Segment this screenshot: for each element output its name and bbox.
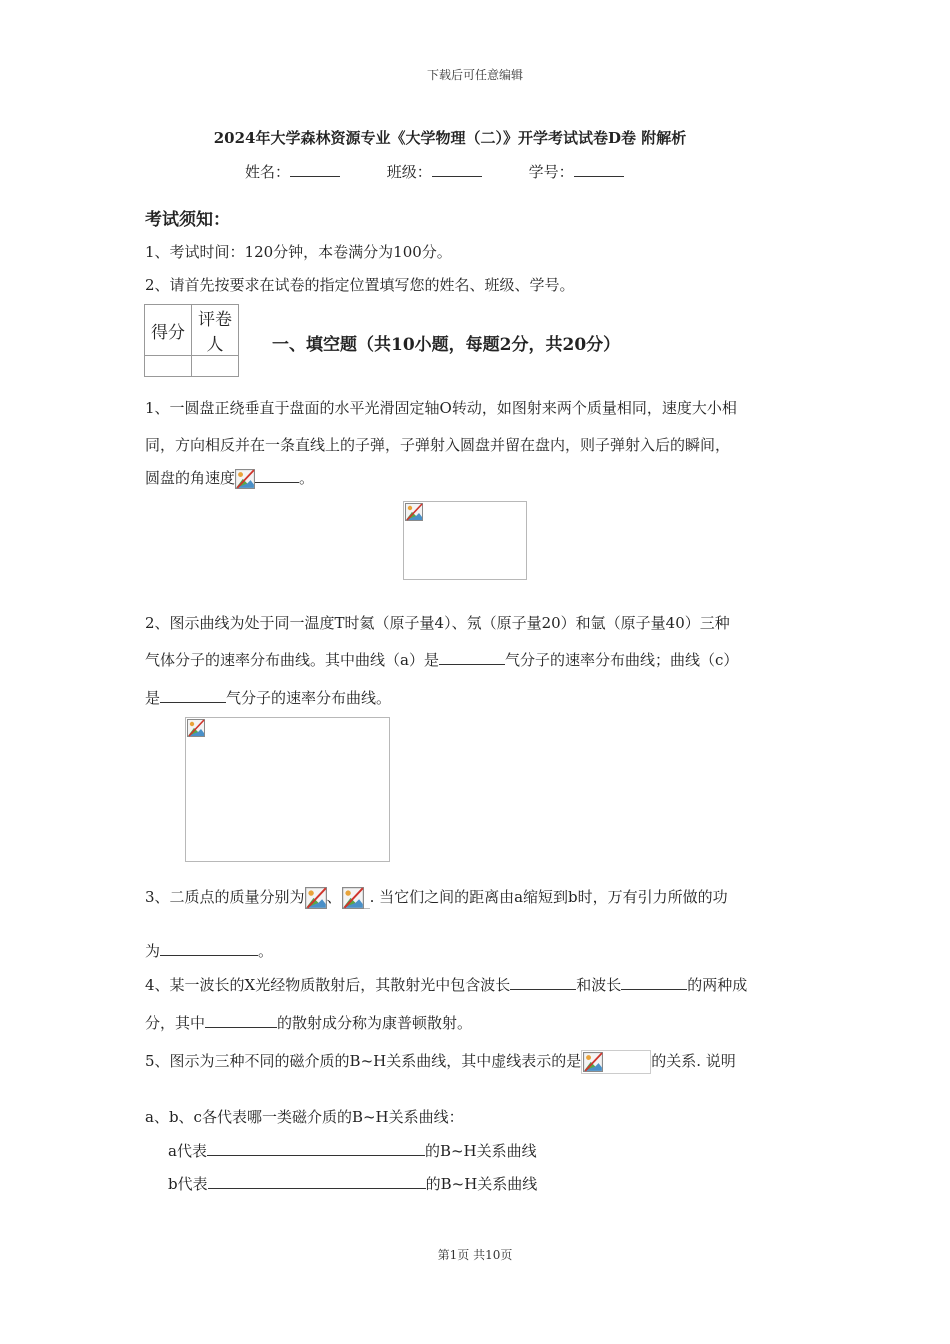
- grader-header: 评卷人: [192, 305, 239, 356]
- q1-figure: [403, 501, 527, 580]
- q4-line: [145, 974, 747, 995]
- student-info-row: [245, 161, 666, 182]
- score-table: [144, 304, 239, 377]
- q3-text: 、: [326, 888, 342, 906]
- q4-text: 分，其中: [145, 1014, 206, 1032]
- q3-text: 。: [258, 942, 274, 960]
- broken-image-icon: [305, 887, 327, 909]
- q4-text: 的散射成分称为康普顿散射。: [277, 1014, 473, 1032]
- q2-blank-c[interactable]: [160, 688, 226, 703]
- q3-text: 3、二质点的质量分别为: [145, 888, 305, 906]
- q4-text: 和波长: [576, 976, 622, 994]
- score-header: 得分: [145, 305, 192, 356]
- q5-text: a代表: [168, 1142, 207, 1160]
- q2-text: 气分子的速率分布曲线。: [226, 689, 392, 707]
- broken-image-icon: [583, 1052, 603, 1072]
- class-blank[interactable]: [432, 162, 482, 177]
- broken-image-icon: [187, 719, 205, 737]
- q5-blank-b[interactable]: [208, 1174, 426, 1189]
- q5-formula-image: [581, 1050, 651, 1074]
- q4-blank-1[interactable]: [510, 975, 576, 990]
- q5-text: 的B~H关系曲线: [425, 1175, 538, 1193]
- q1-line: [145, 467, 314, 489]
- class-label: 班级：: [386, 163, 432, 181]
- q3-blank[interactable]: [160, 941, 258, 956]
- q4-text: 的两种成: [687, 976, 748, 994]
- broken-image-icon: [235, 469, 255, 489]
- q2-line: [145, 649, 738, 670]
- q5-text: 的B~H关系曲线: [424, 1142, 537, 1160]
- q2-line: [145, 687, 391, 708]
- q1-blank[interactable]: [255, 468, 299, 483]
- notice-item: 1、考试时间：120分钟，本卷满分为100分。: [145, 243, 452, 261]
- broken-image-icon: [342, 887, 370, 909]
- id-label: 学号：: [528, 163, 574, 181]
- q5-line: [145, 1050, 736, 1074]
- q4-line: [145, 1012, 472, 1033]
- q4-text: 4、某一波长的X光经物质散射后，其散射光中包含波长: [145, 976, 511, 994]
- notice-title: 考试须知：: [145, 210, 230, 230]
- q2-blank-a[interactable]: [439, 650, 505, 665]
- id-blank[interactable]: [574, 162, 624, 177]
- notice-item: 2、请首先按要求在试卷的指定位置填写您的姓名、班级、学号。: [145, 276, 575, 294]
- name-label: 姓名：: [245, 163, 291, 181]
- q1-line: 同，方向相反并在一条直线上的子弹，子弹射入圆盘并留在盘内，则子弹射入后的瞬间，: [145, 436, 731, 454]
- q1-text: 圆盘的角速度: [145, 469, 236, 487]
- score-cell[interactable]: [145, 356, 192, 377]
- page-footer: 第1页 共10页: [437, 1248, 513, 1262]
- name-blank[interactable]: [290, 162, 340, 177]
- q3-text: . 当它们之间的距离由a缩短到b时，万有引力所做的功: [369, 888, 728, 906]
- q4-blank-3[interactable]: [205, 1013, 277, 1028]
- q2-text: 气分子的速率分布曲线；曲线（c）: [504, 651, 739, 669]
- q5-line: a、b、c各代表哪一类磁介质的B~H关系曲线：: [145, 1108, 464, 1126]
- broken-image-icon: [405, 503, 423, 521]
- q5-line: [168, 1173, 537, 1194]
- q5-line: [168, 1140, 537, 1161]
- q5-text: b代表: [168, 1175, 208, 1193]
- q3-text: 为: [145, 942, 161, 960]
- q2-figure: [185, 717, 390, 862]
- q3-line: [145, 940, 273, 961]
- q2-text: 气体分子的速率分布曲线。其中曲线（a）是: [145, 651, 439, 669]
- q2-line: 2、图示曲线为处于同一温度T时氦（原子量4）、氖（原子量20）和氩（原子量40）三种: [145, 614, 730, 632]
- q5-text: 的关系. 说明: [651, 1052, 736, 1070]
- header-note: 下载后可任意编辑: [426, 68, 523, 82]
- q5-blank-a[interactable]: [207, 1141, 425, 1156]
- q5-text: 5、图示为三种不同的磁介质的B~H关系曲线，其中虚线表示的是: [145, 1052, 582, 1070]
- q4-blank-2[interactable]: [621, 975, 687, 990]
- q1-line: 1、一圆盘正绕垂直于盘面的水平光滑固定轴O转动，如图射来两个质量相同，速度大小相: [145, 399, 737, 417]
- q1-text: 。: [299, 469, 315, 487]
- q2-text: 是: [145, 689, 161, 707]
- q3-line: [145, 886, 728, 909]
- grader-cell[interactable]: [192, 356, 239, 377]
- exam-title: 2024年大学森林资源专业《大学物理（二）》开学考试试卷D卷 附解析: [213, 129, 687, 147]
- section-title: 一、填空题（共10小题，每题2分，共20分）: [272, 335, 621, 355]
